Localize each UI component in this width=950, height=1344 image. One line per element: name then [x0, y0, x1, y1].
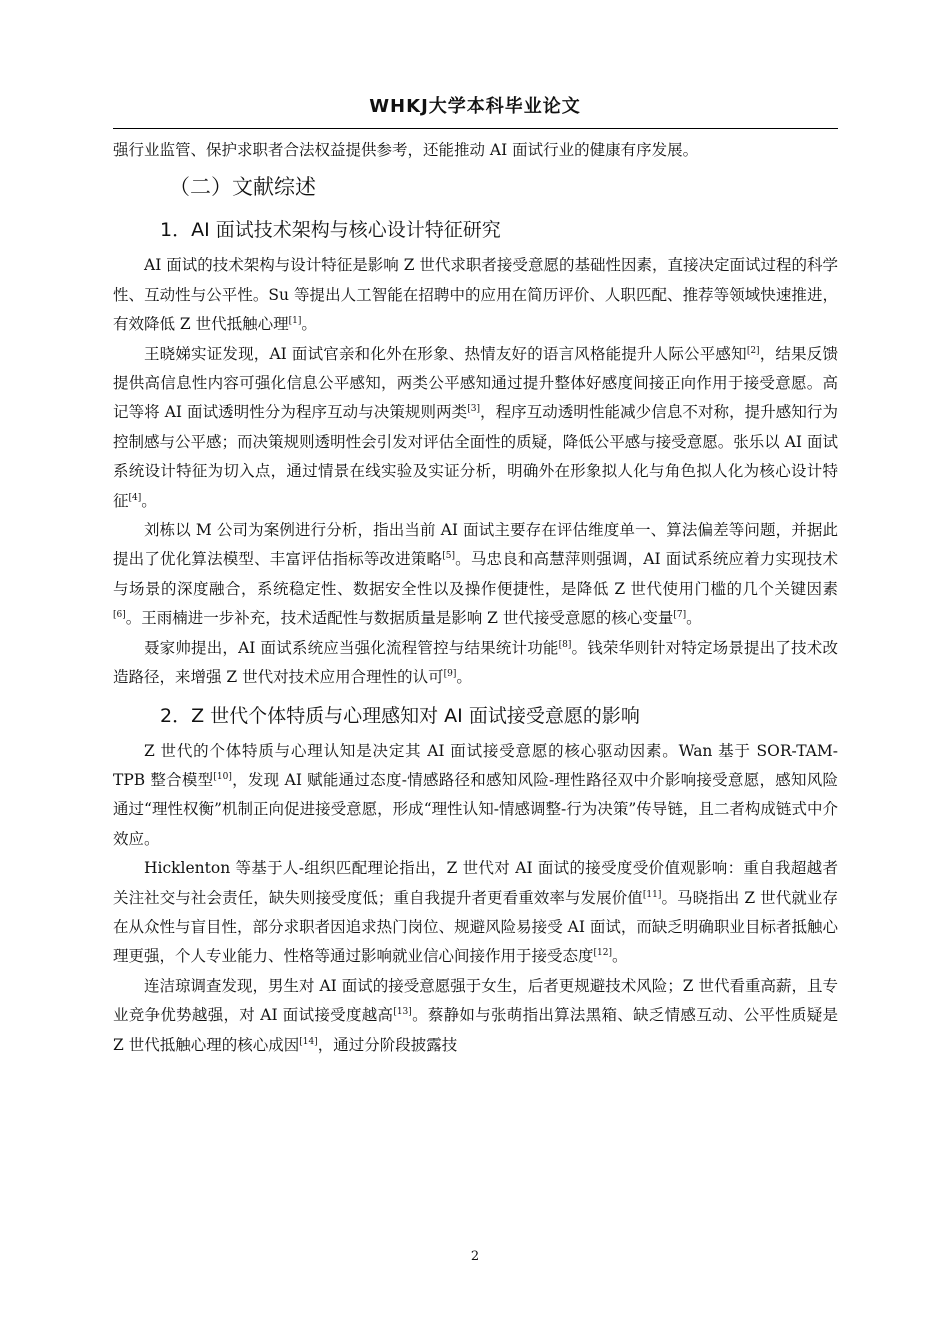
header-rule [113, 128, 838, 129]
citation: [4] [128, 492, 142, 503]
citation: [13] [393, 1007, 412, 1018]
text-run: 。 [301, 315, 317, 334]
paragraph-7 [113, 972, 838, 1060]
continued-paragraph: 强行业监管、保护求职者合法权益提供参考，还能推动 AI 面试行业的健康有序发展。 [113, 141, 699, 159]
paragraph-2 [113, 340, 838, 516]
page-body [113, 136, 838, 1060]
paragraph-5 [113, 737, 838, 855]
text-run: ，程序互动透明性能减少信息不对称，提升感知行为控制感与公平感；而决策规则透明性会引发对评估全面性的质疑，降低公平感与接受意愿。张乐以 AI 面试系统设计特征为切入点，通过情景在线实验及实证分析，明确外在形象拟人化与角色拟人化为核心设计特征 [113, 403, 838, 510]
citation: [7] [673, 610, 687, 621]
text-run: 。王雨楠进一步补充，技术适配性与数据质量是影响 Z 世代接受意愿的核心变量 [125, 609, 674, 628]
citation: [3] [467, 404, 480, 415]
text-run: ，结果反馈提供高信息性内容可强化信息公平感知，两类公平感知通过提升整体好感度间接正向作用于接受意愿。高记等将 AI 面试透明性分为程序互动与决策规则两类 [113, 344, 838, 422]
text-run: 。 [456, 668, 472, 687]
section-heading-literature-review: （二）文献综述 [169, 175, 316, 200]
text-run: 。 [686, 609, 702, 628]
citation: [8] [558, 639, 572, 650]
text-run: 连洁琼调查发现，男生对 AI 面试的接受意愿强于女生，后者更规避技术风险；Z 世代看重高薪，且专业竞争优势越强，对 AI 面试接受度越高 [113, 976, 838, 1025]
citation: [2] [746, 345, 760, 356]
subsection-heading-2: 2．Z 世代个体特质与心理感知对 AI 面试接受意愿的影响 [160, 704, 640, 727]
running-header-title: WHKJ大学本科毕业论文 [369, 96, 581, 117]
text-run: Hicklenton 等基于人-组织匹配理论指出，Z 世代对 AI 面试的接受度受价值观影响：重自我超越者关注社交与社会责任，缺失则接受度低；重自我提升者更看重效率与发展价值 [113, 859, 838, 907]
citation: [12] [593, 948, 612, 959]
text-run: 刘栋以 M 公司为案例进行分析，指出当前 AI 面试主要存在评估维度单一、算法偏差等问题，并据此提出了优化算法模型、丰富评估指标等改进策略 [113, 521, 838, 569]
subsection-heading-1: 1．AI 面试技术架构与核心设计特征研究 [160, 219, 501, 242]
text-run: 。 [612, 947, 628, 966]
paragraph-6 [113, 854, 838, 972]
text-run: 聂家帅提出，AI 面试系统应当强化流程管控与结果统计功能 [144, 638, 559, 657]
text-run: 王晓娣实证发现，AI 面试官亲和化外在形象、热情友好的语言风格能提升人际公平感知 [144, 344, 747, 363]
text-run: AI 面试的技术架构与设计特征是影响 Z 世代求职者接受意愿的基础性因素，直接决定面试过程的科学性、互动性与公平性。Su 等提出人工智能在招聘中的应用在简历评价、人职匹配、推荐等领域快速推进，有效降低 Z 世代抵触心理 [113, 256, 838, 334]
citation: [9] [443, 669, 457, 680]
text-run: 。 [141, 491, 157, 510]
paragraph-1 [113, 251, 838, 339]
text-run: ，发现 AI 赋能通过态度-情感路径和感知风险-理性路径双中介影响接受意愿，感知风险通过“理性权衡”机制正向促进接受意愿，形成“理性认知-情感调整-行为决策”传导链，且二者构成链式中介效应。 [113, 770, 838, 848]
text-run: ，通过分阶段披露技 [317, 1035, 458, 1054]
citation: [14] [299, 1036, 318, 1047]
citation: [11] [642, 889, 662, 900]
citation: [6] [113, 610, 126, 621]
citation: [5] [442, 551, 455, 562]
citation: [10] [213, 771, 232, 782]
paragraph-4 [113, 634, 838, 693]
text-run: 。马晓指出 Z 世代就业存在从众性与盲目性，部分求职者因追求热门岗位、规避风险易接受 AI 面试，而缺乏明确职业目标者抵触心理更强，个人专业能力、性格等通过影响就业信心间接作用于接受态度 [113, 888, 838, 966]
citation: [1] [288, 316, 302, 327]
text-run: 。马忠良和高慧萍则强调，AI 面试系统应着力实现技术与场景的深度融合，系统稳定性、数据安全性以及操作便捷性，是降低 Z 世代使用门槛的几个关键因素 [113, 550, 838, 598]
page-number: 2 [470, 1249, 480, 1264]
text-run: 。蔡静如与张萌指出算法黑箱、缺乏情感互动、公平性质疑是 Z 世代抵触心理的核心成因 [113, 1006, 838, 1054]
text-run: 。钱荣华则针对特定场景提出了技术改造路径，来增强 Z 世代对技术应用合理性的认可 [113, 638, 838, 687]
paragraph-3 [113, 516, 838, 634]
text-run: Z 世代的个体特质与心理认知是决定其 AI 面试接受意愿的核心驱动因素。Wan 基于 SOR-TAM-TPB 整合模型 [113, 741, 838, 789]
